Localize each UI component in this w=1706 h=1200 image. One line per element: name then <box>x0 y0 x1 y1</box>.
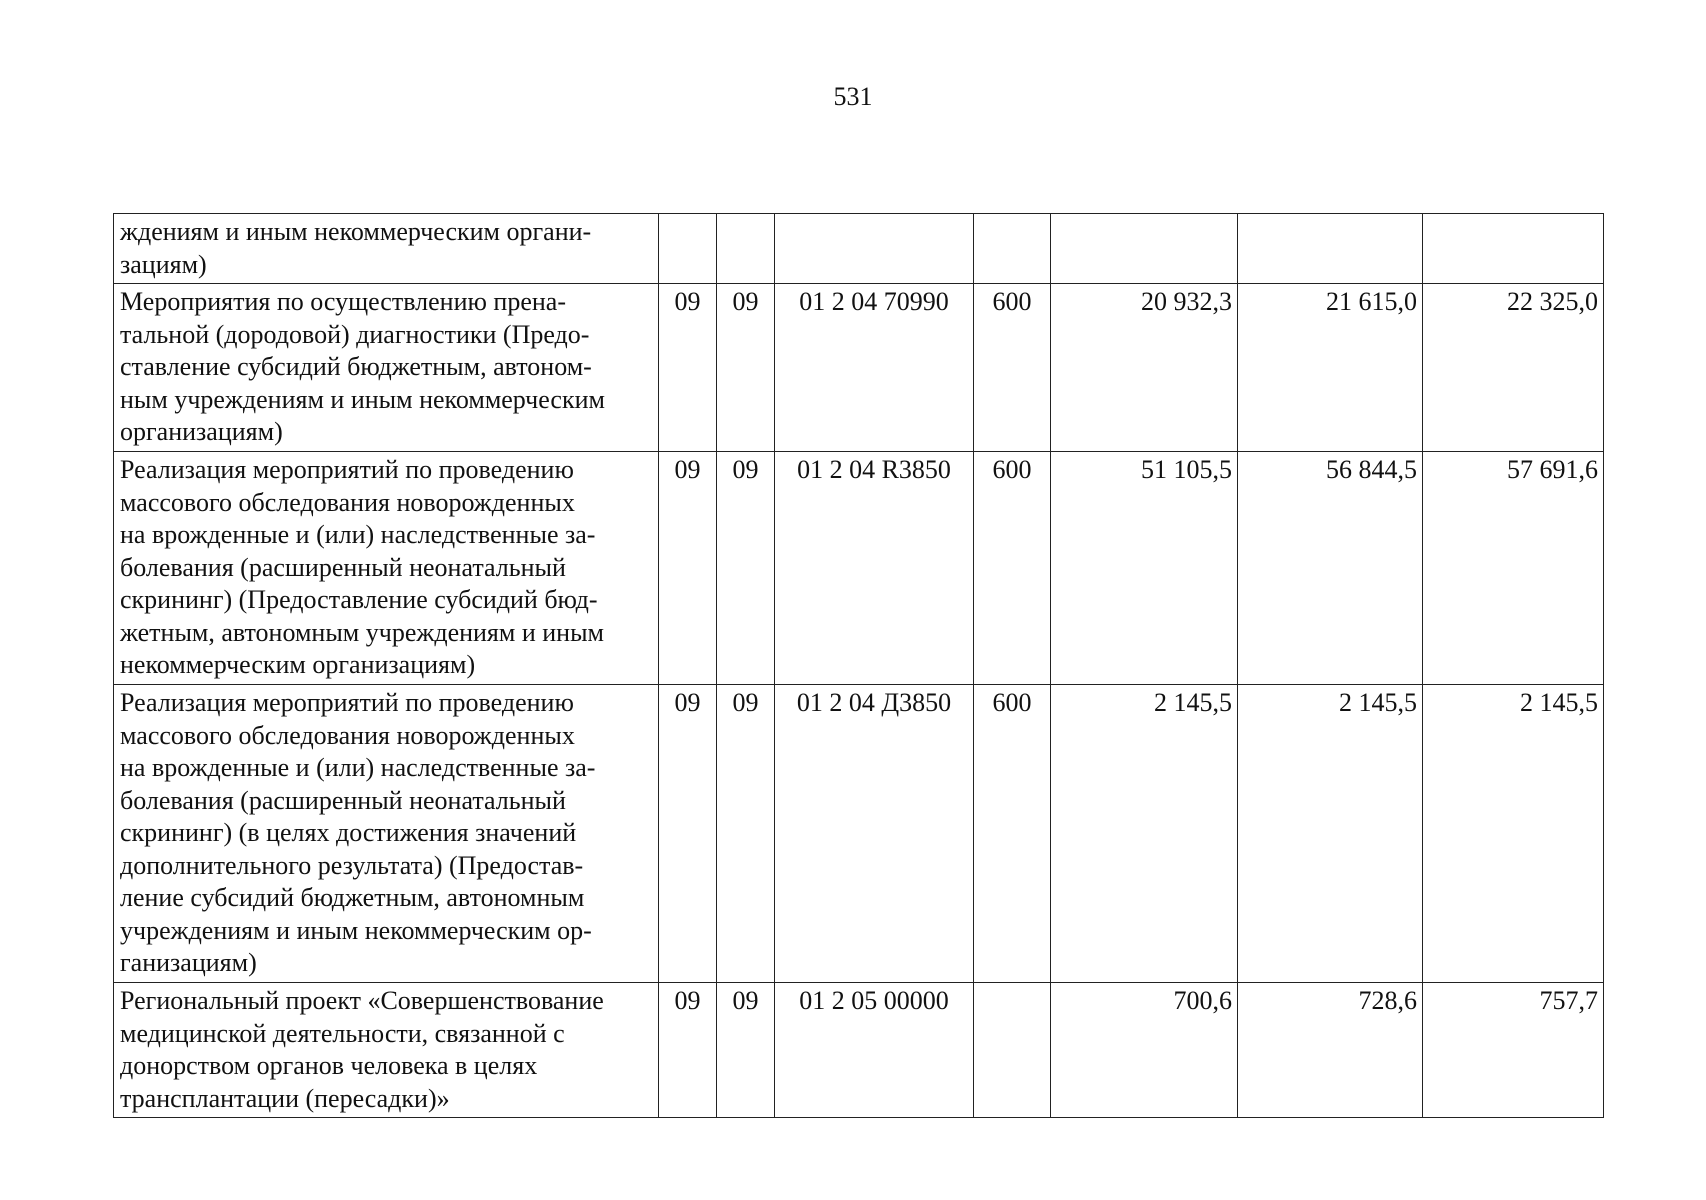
item-name-line: массового обследования новорожденных <box>120 487 575 517</box>
item-name-line: ным учреждениям и иным некоммерческим <box>120 384 605 414</box>
item-name-line: ганизациям) <box>120 948 257 977</box>
item-name-line: тальной (дородовой) диагностики (Предо- <box>120 319 590 349</box>
item-name-line: жетным, автономным учреждениям и иным <box>120 617 605 647</box>
item-name-line: болевания (расширенный неонатальный <box>120 552 566 582</box>
amount-year-3-cell <box>1423 214 1604 284</box>
amount-year-1-cell: 700,6 <box>1051 983 1238 1118</box>
target-article-code-cell: 01 2 04 70990 <box>775 284 974 452</box>
subsection-code-cell: 09 <box>717 685 775 983</box>
item-name-line: скрининг) (в целях достижения значений <box>120 818 577 847</box>
amount-year-2-cell: 56 844,5 <box>1238 452 1423 685</box>
item-name-line: ление субсидий бюджетным, автономным <box>120 883 585 912</box>
amount-year-3-cell: 2 145,5 <box>1423 685 1604 983</box>
item-name-cell <box>114 452 659 685</box>
item-name-line: учреждениям и иным некоммерческим ор- <box>120 915 592 945</box>
section-code-cell: 09 <box>659 983 717 1118</box>
item-name-line: на врожденные и (или) наследственные за- <box>120 520 596 549</box>
item-name-line: массового обследования новорожденных <box>120 720 575 750</box>
table-row <box>114 983 1604 1118</box>
amount-year-3-cell: 57 691,6 <box>1423 452 1604 685</box>
item-name-cell <box>114 685 659 983</box>
target-article-code-cell <box>775 214 974 284</box>
table-row <box>114 284 1604 452</box>
item-name-line: донорством органов человека в целях <box>120 1051 538 1080</box>
subsection-code-cell: 09 <box>717 983 775 1118</box>
amount-year-1-cell: 2 145,5 <box>1051 685 1238 983</box>
item-name-line: Реализация мероприятий по проведению <box>120 688 574 717</box>
item-name-line: трансплантации (пересадки)» <box>120 1083 450 1113</box>
item-name-line: зациям) <box>120 249 207 279</box>
item-name-line: дополнительного результата) (Предостав- <box>120 850 584 880</box>
expense-type-code-cell: 600 <box>974 685 1051 983</box>
item-name-line: болевания (расширенный неонатальный <box>120 785 566 815</box>
item-name-cell <box>114 214 659 284</box>
section-code-cell: 09 <box>659 284 717 452</box>
amount-year-1-cell: 20 932,3 <box>1051 284 1238 452</box>
section-code-cell: 09 <box>659 685 717 983</box>
item-name-line: на врожденные и (или) наследственные за- <box>120 753 596 782</box>
item-name-line: Реализация мероприятий по проведению <box>120 455 574 484</box>
item-name-cell <box>114 284 659 452</box>
amount-year-3-cell: 757,7 <box>1423 983 1604 1118</box>
subsection-code-cell: 09 <box>717 284 775 452</box>
item-name-line: Мероприятия по осуществлению прена- <box>120 287 566 316</box>
section-code-cell <box>659 214 717 284</box>
expense-type-code-cell <box>974 214 1051 284</box>
amount-year-3-cell: 22 325,0 <box>1423 284 1604 452</box>
table-row <box>114 214 1604 284</box>
amount-year-2-cell: 728,6 <box>1238 983 1423 1118</box>
target-article-code-cell: 01 2 05 00000 <box>775 983 974 1118</box>
item-name-line: некоммерческим организациям) <box>120 650 476 679</box>
item-name-cell <box>114 983 659 1118</box>
budget-table <box>113 213 1604 1118</box>
item-name-line: организациям) <box>120 417 283 446</box>
item-name-line: Региональный проект «Совершенствование <box>120 986 604 1015</box>
item-name-line: скрининг) (Предоставление субсидий бюд- <box>120 585 598 614</box>
amount-year-1-cell <box>1051 214 1238 284</box>
page-number: 531 <box>833 82 873 111</box>
item-name-line: ждениям и иным некоммерческим органи- <box>120 217 592 246</box>
amount-year-2-cell <box>1238 214 1423 284</box>
target-article-code-cell: 01 2 04 Д3850 <box>775 685 974 983</box>
expense-type-code-cell: 600 <box>974 284 1051 452</box>
subsection-code-cell <box>717 214 775 284</box>
item-name-line: медицинской деятельности, связанной с <box>120 1018 565 1048</box>
expense-type-code-cell: 600 <box>974 452 1051 685</box>
subsection-code-cell: 09 <box>717 452 775 685</box>
section-code-cell: 09 <box>659 452 717 685</box>
target-article-code-cell: 01 2 04 R3850 <box>775 452 974 685</box>
table-row <box>114 685 1604 983</box>
table-row <box>114 452 1604 685</box>
item-name-line: ставление субсидий бюджетным, автоном- <box>120 352 592 381</box>
amount-year-2-cell: 2 145,5 <box>1238 685 1423 983</box>
amount-year-1-cell: 51 105,5 <box>1051 452 1238 685</box>
amount-year-2-cell: 21 615,0 <box>1238 284 1423 452</box>
expense-type-code-cell <box>974 983 1051 1118</box>
